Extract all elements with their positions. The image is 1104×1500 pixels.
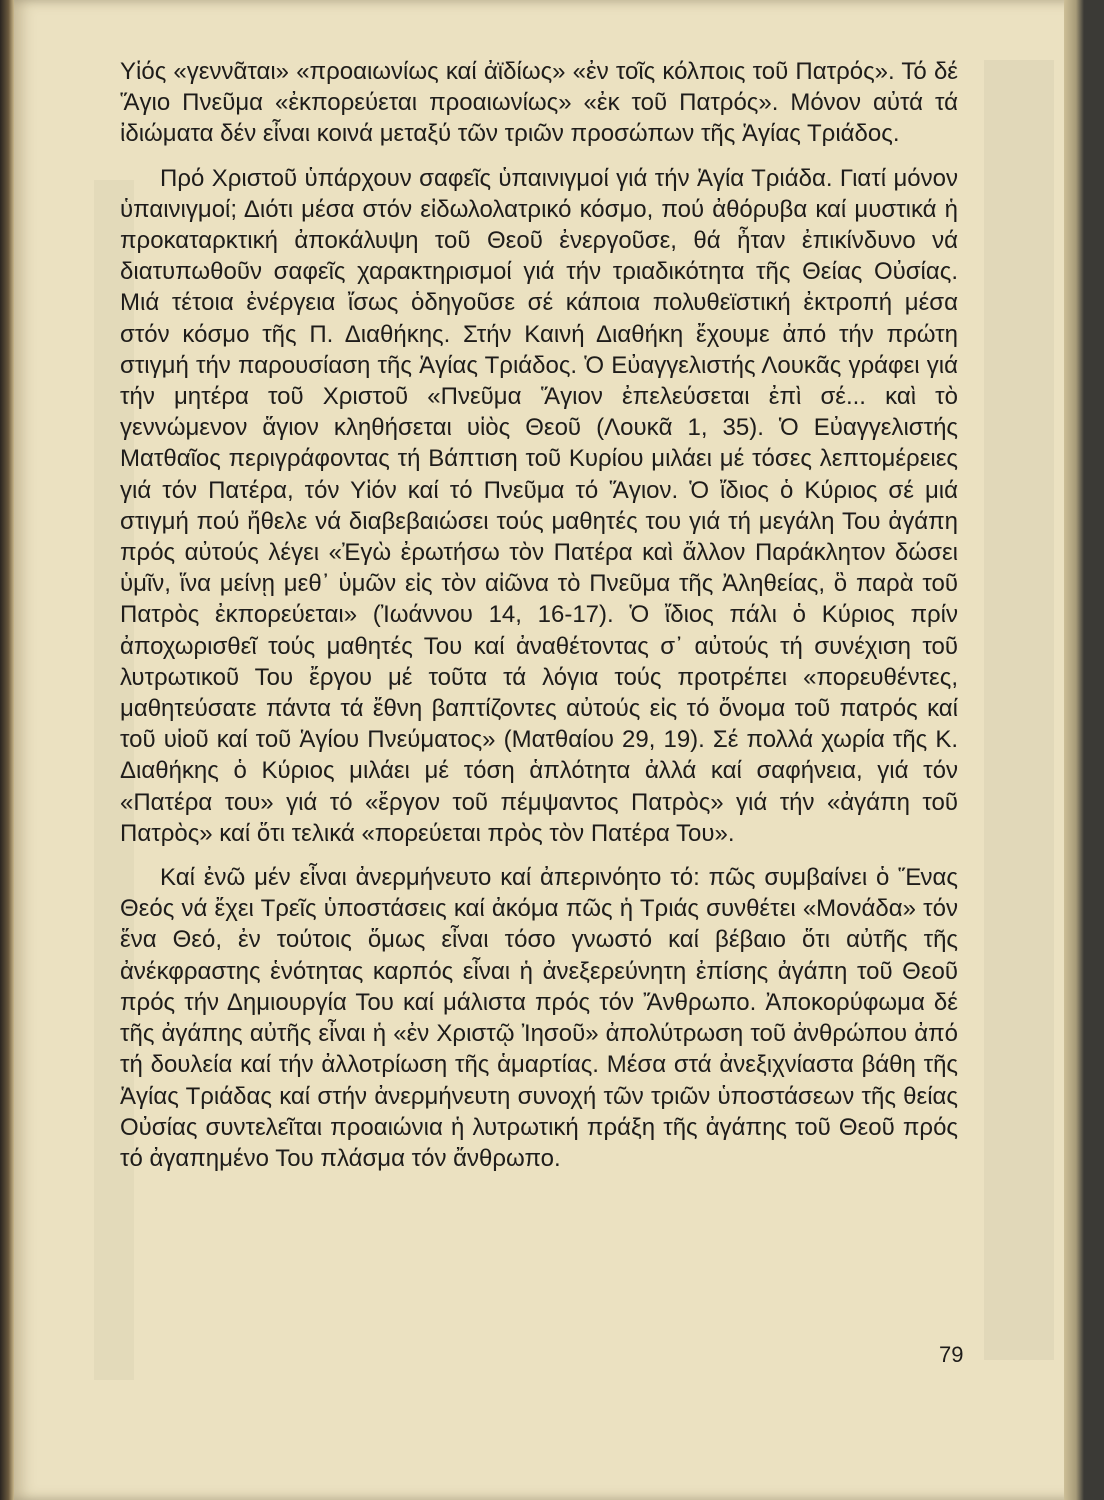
show-through-shadow [984,60,1054,1360]
page-edge [1064,0,1084,1500]
page-number: 79 [939,1342,964,1367]
paragraph-3: Καί ἐνῶ μέν εἶναι ἀνερμήνευτο καί ἀπερινόητο τό: πῶς συμβαίνει ὁ Ἕνας Θεός νά ἔχει Τρεῖς ὑποστάσεις καί ἀκόμα πῶς ἡ Τριάς συνθέτει «Μονάδα» τόν ἕνα Θεό, ἐν τούτοις ὅμως εἶναι τόσο γνωστό καί βέβαιο ὅτι αὐτῆς τῆς ἀνέκφραστης ἑνότητας καρπός εἶναι ἡ ἀνεξερεύνητη ἐπίσης ἀγάπη τοῦ Θεοῦ πρός τήν Δημιουργία Του καί μάλιστα πρός τόν Ἄνθρωπο. Ἀποκορύφωμα δέ τῆς ἀγάπης αὐτῆς εἶναι ἡ «ἐν Χριστῷ Ἰησοῦ» ἀπολύτρωση τοῦ ἀνθρώπου ἀπό τή δουλεία καί τήν ἀλλοτρίωση τῆς ἁμαρτίας. Μέσα στά ἀνεξιχνίαστα βάθη τῆς Ἁγίας Τριάδας καί στήν ἀνερμήνευτη συνοχή τῶν τριῶν ὑποστάσεων τῆς θείας Οὐσίας συντελεῖται προαιώνια ἡ λυτρωτική πράξη τῆς ἀγάπης τοῦ Θεοῦ πρός τό ἀγαπημένο Του πλάσμα τόν ἄνθρωπο. [120,864,958,1172]
book-gutter [0,0,14,1500]
paragraph-1: Υἱός «γεννᾶται» «προαιωνίως καί ἀϊδίως» «ἐν τοῖς κόλποις τοῦ Πατρός». Τό δέ Ἅγιο Πνεῦμα «ἐκπορεύεται προαιωνίως» «ἐκ τοῦ Πατρός». Μόνον αὐτά τά ἰδιώματα δέν εἶναι κοινά μεταξύ τῶν τριῶν προσώπων τῆς Ἁγίας Τριάδος. [120,58,958,148]
book-page [14,0,1084,1500]
paragraph-2: Πρό Χριστοῦ ὑπάρχουν σαφεῖς ὑπαινιγμοί γιά τήν Ἁγία Τριάδα. Γιατί μόνον ὑπαινιγμοί; Διότι μέσα στόν εἰδωλολατρικό κόσμο, πού ἀθόρυβα καί μυστικά ἡ προκαταρκτική ἀποκάλυψη τοῦ Θεοῦ ἐνεργοῦσε, θά ἦταν ἐπικίνδυνο νά διατυπωθοῦν σαφεῖς χαρακτηρισμοί γιά τήν τριαδικότητα τῆς Θείας Οὐσίας. Μιά τέτοια ἐνέργεια ἴσως ὁδηγοῦσε σέ κάποια πολυθεϊστική ἐκτροπή μέσα στόν κόσμο τῆς Π. Διαθήκης. Στήν Καινή Διαθήκη ἔχουμε ἀπό τήν πρώτη στιγμή τήν παρουσίαση τῆς Ἁγίας Τριάδος. Ὁ Εὐαγγελιστής Λουκᾶς γράφει γιά τήν μητέρα τοῦ Χριστοῦ «Πνεῦμα Ἅγιον ἐπελεύσεται ἐπὶ σέ... καὶ τὸ γεννώμενον ἅγιον κληθήσεται υἱὸς Θεοῦ (Λουκᾶ 1, 35). Ὁ Εὐαγγελιστής Ματθαῖος περιγράφοντας τή Βάπτιση τοῦ Κυρίου μιλάει μέ τόσες λεπτομέρειες γιά τόν Πατέρα, τόν Υἱόν καί τό Πνεῦμα τό Ἅγιον. Ὁ ἴδιος ὁ Κύριος σέ μιά στιγμή πού ἤθελε νά διαβεβαιώσει τούς μαθητές του γιά τή μεγάλη Του ἀγάπη πρός αὐτούς λέγει «Ἐγὼ ἐρωτήσω τὸν Πατέρα καὶ ἄλλον Παράκλητον δώσει ὑμῖν, ἵνα μείνῃ μεθ᾽ ὑμῶν εἰς τὸν αἰῶνα τὸ Πνεῦμα τῆς Ἀληθείας, ὃ παρὰ τοῦ Πατρὸς ἐκπορεύεται» (Ἰωάννου 14, 16-17). Ὁ ἴδιος πάλι ὁ Κύριος πρίν ἀποχωρισθεῖ τούς μαθητές Του καί ἀναθέτοντας σ᾽ αὐτούς τή συνέχιση τοῦ λυτρωτικοῦ Του ἔργου μέ τοῦτα τά λόγια τούς προτρέπει «πορευθέντες, μαθητεύσατε πάντα τά ἔθνη βαπτίζοντες αὐτούς εἰς τό ὄνομα τοῦ πατρός καί τοῦ υἱοῦ καί τοῦ Ἁγίου Πνεύματος» (Ματθαίου 29, 19). Σέ πολλά χωρία τῆς Κ. Διαθήκης ὁ Κύριος μιλάει μέ τόση ἁπλότητα ἀλλά καί σαφήνεια, γιά τόν «Πατέρα του» γιά τό «ἔργον τοῦ πέμψαντος Πατρὸς» γιά τήν «ἀγάπη τοῦ Πατρὸς» καί ὅτι τελικά «πορεύεται πρὸς τὸν Πατέρα Του». [120,164,958,847]
body-text [120,56,958,1174]
